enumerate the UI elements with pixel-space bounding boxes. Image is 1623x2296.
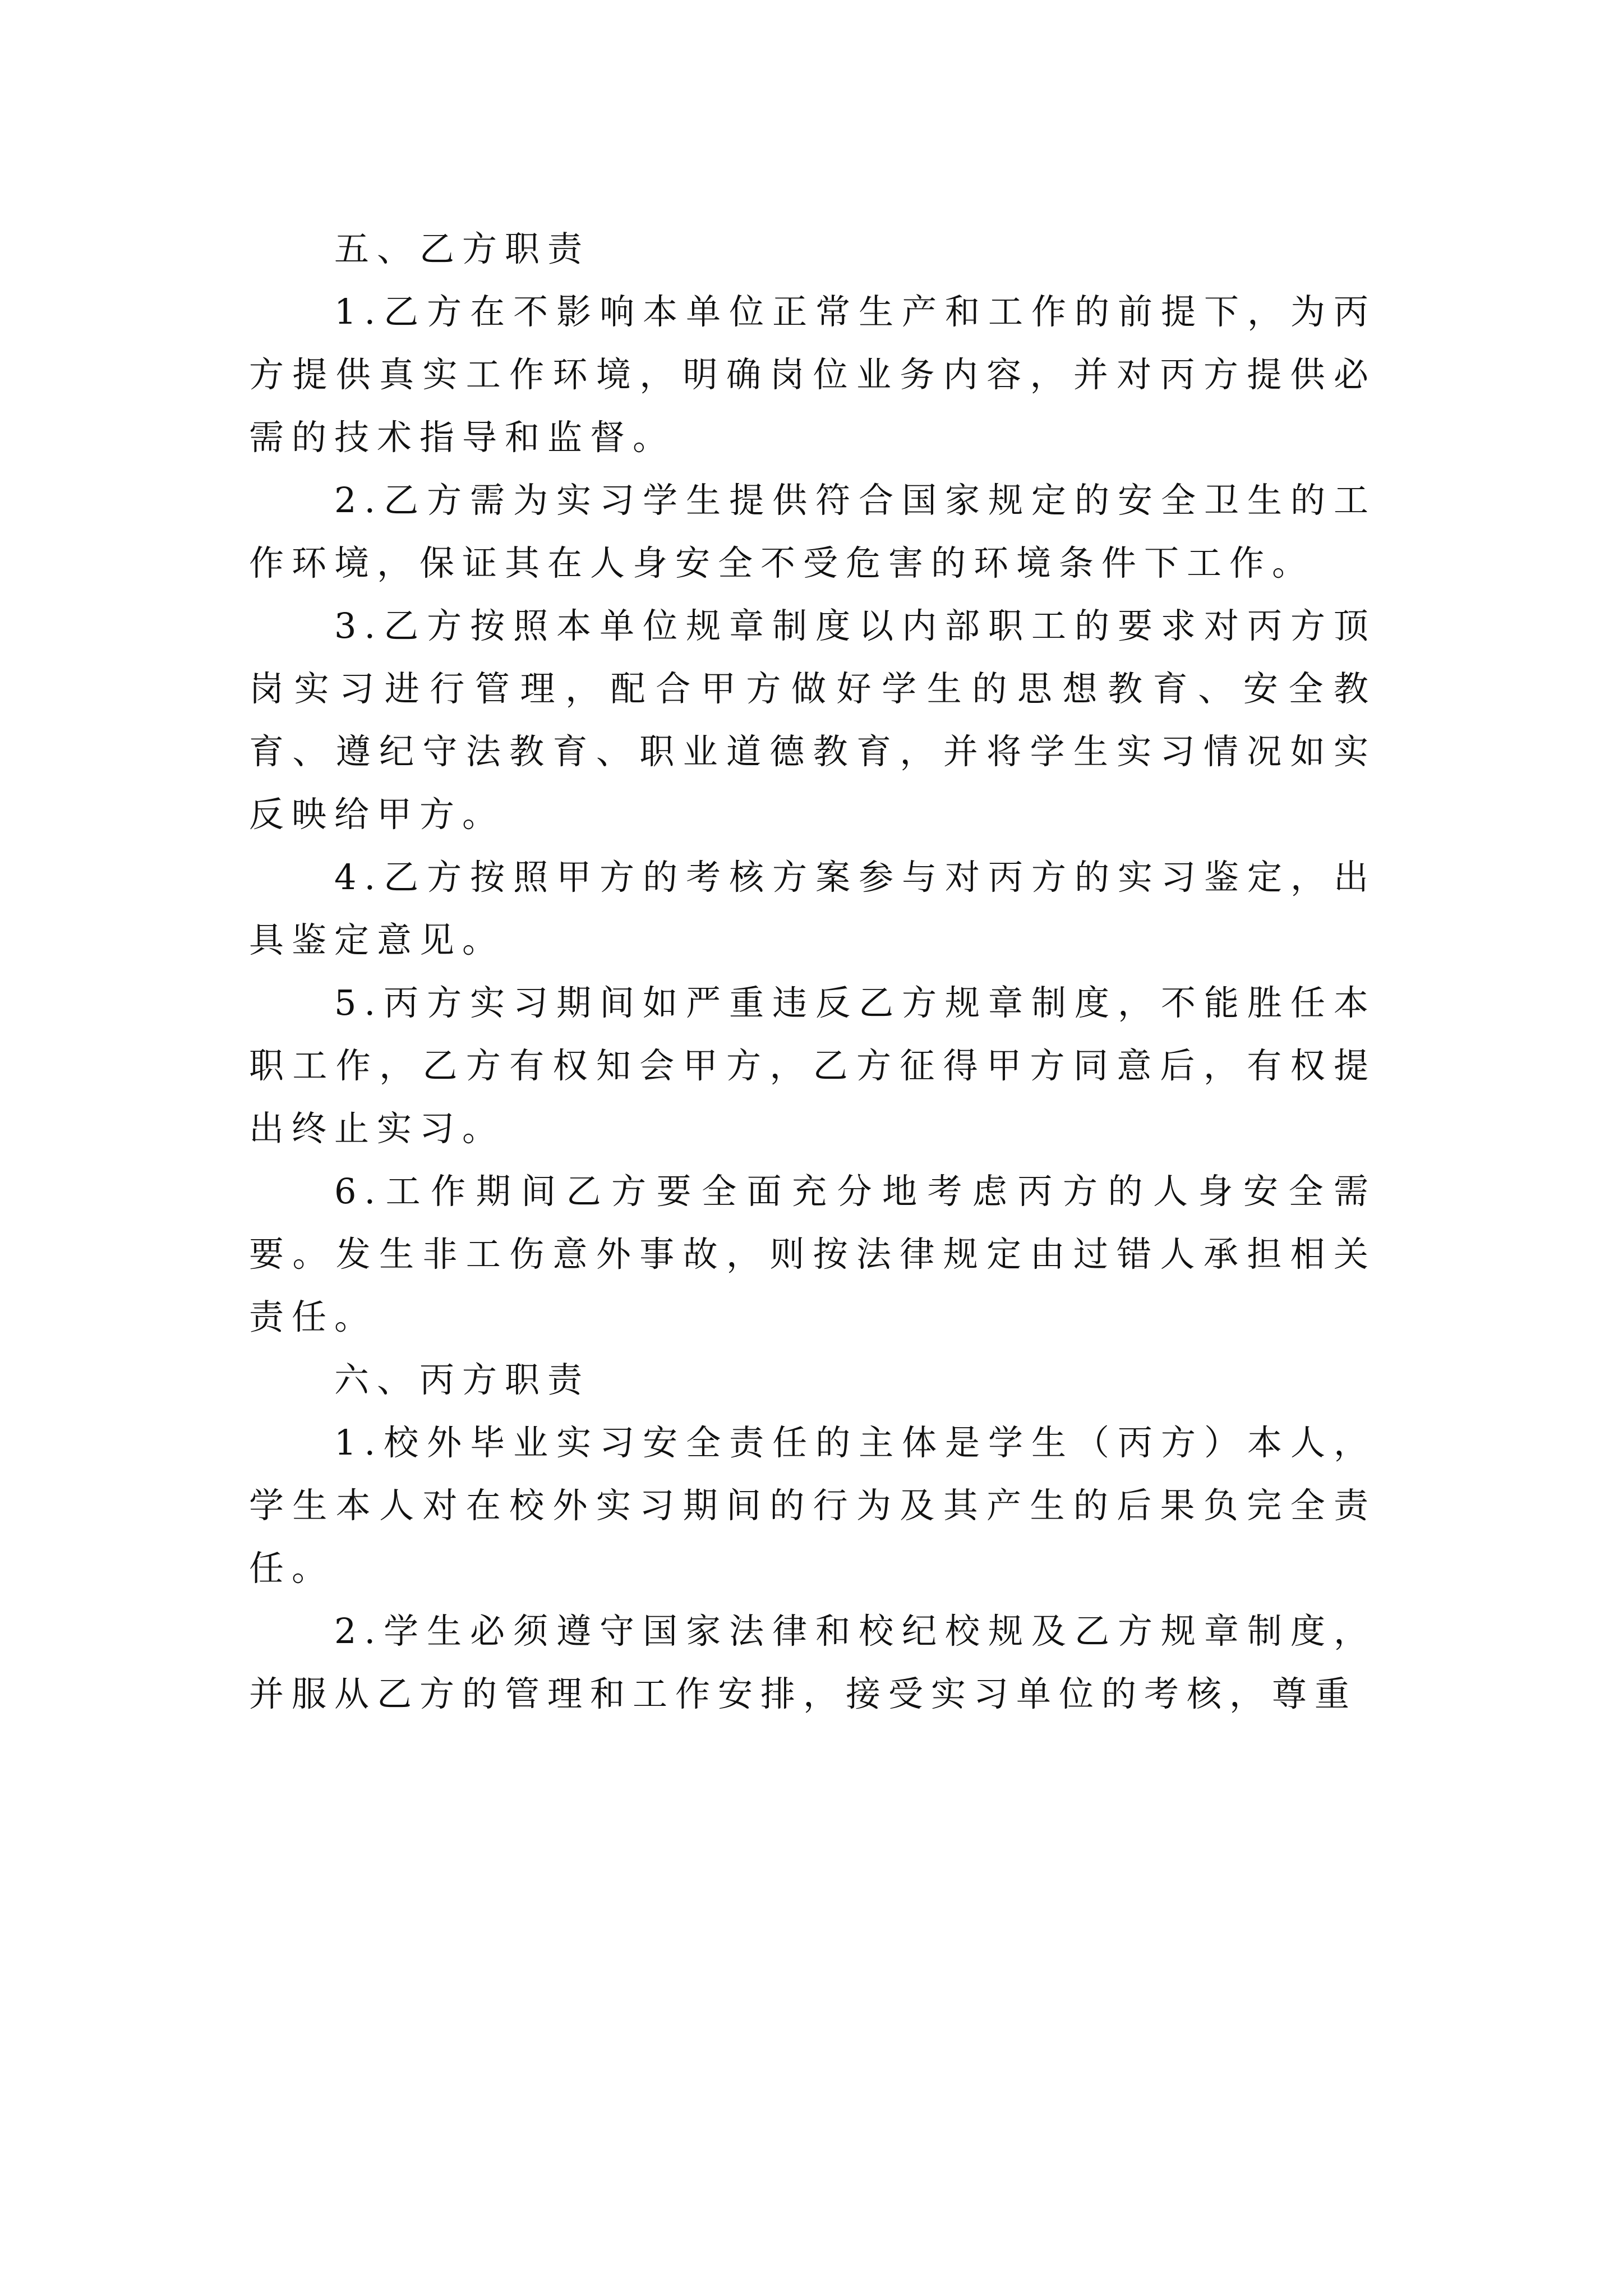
paragraph: 6.工作期间乙方要全面充分地考虑丙方的人身安全需要。发生非工伤意外事故，则按法律规定由过错人承担相关责任。 (249, 1171, 1376, 1337)
document-body (249, 218, 1376, 1726)
paragraph: 5.丙方实习期间如严重违反乙方规章制度，不能胜任本职工作，乙方有权知会甲方，乙方征得甲方同意后，有权提出终止实习。 (249, 982, 1376, 1149)
paragraph: 2.乙方需为实习学生提供符合国家规定的安全卫生的工作环境，保证其在人身安全不受危害的环境条件下工作。 (249, 480, 1376, 583)
paragraph: 1.乙方在不影响本单位正常生产和工作的前提下，为丙方提供真实工作环境，明确岗位业务内容，并对丙方提供必需的技术指导和监督。 (249, 291, 1376, 458)
section-heading-six: 六、丙方职责 (334, 1359, 591, 1400)
paragraph: 2.学生必须遵守国家法律和校纪校规及乙方规章制度，并服从乙方的管理和工作安排，接受实习单位的考核，尊重 (249, 1611, 1376, 1714)
section-heading-five: 五、乙方职责 (334, 228, 591, 269)
paragraph: 4.乙方按照甲方的考核方案参与对丙方的实习鉴定，出具鉴定意见。 (249, 857, 1376, 960)
paragraph: 3.乙方按照本单位规章制度以内部职工的要求对丙方顶岗实习进行管理，配合甲方做好学生的思想教育、安全教育、遵纪守法教育、职业道德教育，并将学生实习情况如实反映给甲方。 (249, 605, 1376, 835)
paragraph: 1.校外毕业实习安全责任的主体是学生（丙方）本人，学生本人对在校外实习期间的行为及其产生的后果负完全责任。 (249, 1422, 1376, 1589)
